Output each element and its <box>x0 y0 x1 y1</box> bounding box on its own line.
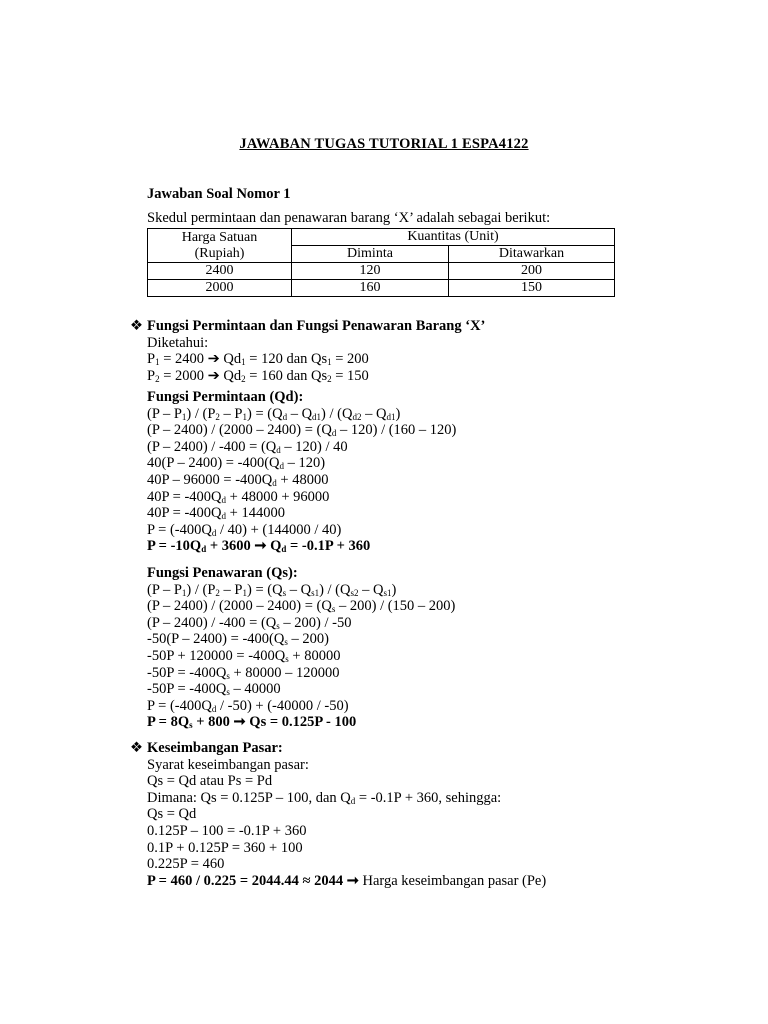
header-price-line2: (Rupiah) <box>194 245 245 261</box>
table-header-row <box>148 229 615 246</box>
given-p1: $P_1 = 2400$ ➔ $Qd_1 = 120$ dan $Qs_1 = 200$ <box>147 351 369 368</box>
answer-heading: Jawaban Soal Nomor 1 <box>147 186 291 202</box>
supply-line: $-50(P - 2400) = -400(Q_s - 200)$ <box>147 631 329 648</box>
demand-line: $40P - 96000 = -400Q_d + 48000$ <box>147 471 329 488</box>
header-price <box>148 229 292 263</box>
equilibrium-line: Qs = Qd <box>147 806 197 823</box>
equilibrium-line: Dimana: Qs = 0.125P – 100, dan $Q_d = -0.1P + 360$, sehingga: <box>147 789 502 806</box>
bullet-icon: ❖ <box>130 318 143 334</box>
supply-line: $(P - 2400) / -400 = (Q_s - 200) / -50$ <box>147 614 352 631</box>
section-functions-title-text: Fungsi Permintaan dan Fungsi Penawaran Barang ‘X’ <box>147 318 486 334</box>
demand-result: $P = -10Q_d + 3600$ ➞ $Q_d = -0.1P + 360$ <box>147 538 371 555</box>
header-supply: Ditawarkan <box>449 246 615 263</box>
demand-line: $P = (-400Q_d / 40) + (144000 / 40)$ <box>147 521 342 538</box>
equilibrium-line: 0.125P – 100 = -0.1P + 360 <box>147 822 307 839</box>
demand-title: Fungsi Permintaan (Qd): <box>147 389 304 405</box>
supply-line: $P = (-400Q_d / -50) + (-40000 / -50)$ <box>147 697 349 714</box>
demand-line: $40P = -400Q_d + 48000 + 96000$ <box>147 488 330 505</box>
supply-line: $-50P + 120000 = -400Q_s + 80000$ <box>147 647 341 664</box>
demand-function-block <box>147 389 456 555</box>
intro-text: Skedul permintaan dan penawaran barang ‘X’ adalah sebagai berikut: <box>147 210 551 226</box>
cell-demand: 160 <box>292 280 449 297</box>
document-title: JAWABAN TUGAS TUTORIAL 1 ESPA4122 <box>239 136 529 152</box>
cell-price: 2000 <box>148 280 292 297</box>
cell-supply: 200 <box>449 263 615 280</box>
supply-line: $-50P = -400Q_s - 40000$ <box>147 681 281 698</box>
equilibrium-line: Qs = Qd atau Ps = Pd <box>147 773 273 790</box>
table-row <box>148 263 615 280</box>
demand-line: $(P - P_1) / (P_2 - P_1) = (Q_d - Q_{d1}) / (Q_{d2} - Q_{d1})$ <box>147 405 401 422</box>
equilibrium-title <box>130 740 546 757</box>
supply-line: $(P - 2400) / (2000 - 2400) = (Q_s - 200) / (150 - 200)$ <box>147 598 456 615</box>
section-functions-title <box>130 318 486 335</box>
given-label: Diketahui: <box>147 334 209 351</box>
bullet-icon: ❖ <box>130 740 143 756</box>
equilibrium-line: 0.1P + 0.125P = 360 + 100 <box>147 839 303 856</box>
supply-line: $-50P = -400Q_s + 80000 - 120000$ <box>147 664 340 681</box>
supply-function-block <box>147 565 455 731</box>
given-p2: $P_2 = 2000$ ➔ $Qd_2 = 160$ dan $Qs_2 = 150$ <box>147 367 369 384</box>
equilibrium-block <box>130 740 547 889</box>
header-price-line1: Harga Satuan <box>181 229 258 245</box>
supply-line: $(P - P_1) / (P_2 - P_1) = (Q_s - Q_{s1}) / (Q_{s2} - Q_{s1})$ <box>147 581 397 598</box>
demand-line: $(P - 2400) / -400 = (Q_d - 120) / 40$ <box>147 438 348 455</box>
demand-line: $40(P - 2400) = -400(Q_d - 120)$ <box>147 455 326 472</box>
supply-result: $P = 8Q_s + 800$ ➞ Qs = 0.125P - 100 <box>147 714 357 731</box>
demand-line: $40P = -400Q_d + 144000$ <box>147 505 285 522</box>
schedule-table <box>147 228 615 297</box>
equilibrium-line: 0.225P = 460 <box>147 856 225 873</box>
equilibrium-result: P = 460 / 0.225 = 2044.44 ≈ 2044 ➞ Harga keseimbangan pasar (Pe) <box>147 872 547 889</box>
supply-title: Fungsi Penawaran (Qs): <box>147 565 298 581</box>
table-row <box>148 280 615 297</box>
header-quantity: Kuantitas (Unit) <box>292 229 615 246</box>
demand-line: $(P - 2400) / (2000 - 2400) = (Q_d - 120) / (160 - 120)$ <box>147 422 457 439</box>
header-demand: Diminta <box>292 246 449 263</box>
cell-price: 2400 <box>148 263 292 280</box>
equilibrium-line: Syarat keseimbangan pasar: <box>147 756 309 773</box>
cell-demand: 120 <box>292 263 449 280</box>
equilibrium-title-text: Keseimbangan Pasar: <box>147 740 283 756</box>
section-functions <box>130 318 486 384</box>
cell-supply: 150 <box>449 280 615 297</box>
